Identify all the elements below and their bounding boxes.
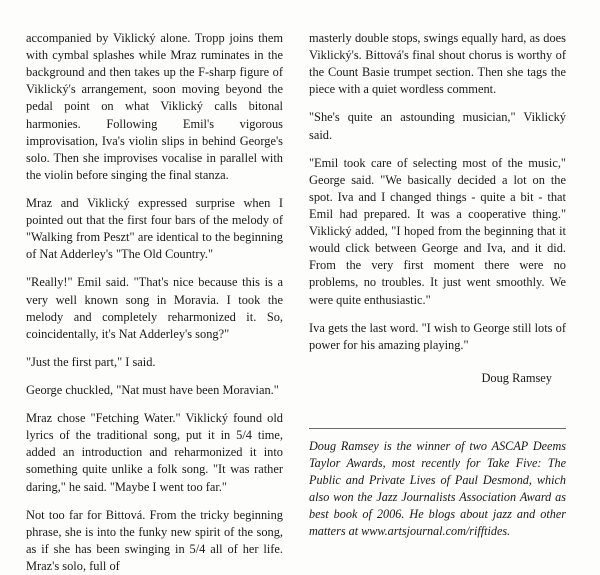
paragraph: Mraz and Viklický expressed surprise when I pointed out that the first four bars of the melody of "Walking from Peszt" are identical to the beginning of Nat Adderley's "The Old Country."	[26, 195, 283, 262]
author-signature: Doug Ramsey	[481, 370, 552, 385]
paragraph: Mraz chose "Fetching Water." Viklický found old lyrics of the traditional song, put it in 5/4 time, added an introduction and reharmonized it into something quite unlike a folk song. "It was rather daring," he said. "Maybe I went too far."	[26, 411, 283, 494]
paragraph: Iva gets the last word. "I wish to George still lots of power for his amazing playing."	[309, 320, 566, 352]
paragraph: masterly double stops, swings equally hard, as does Viklický's. Bittová's final shout chorus is worthy of the Count Basie trumpet section. Then she tags the piece with a quiet wordless comment.	[309, 31, 566, 97]
paragraph: Not too far for Bittová. From the tricky beginning phrase, she is into the funky new spirit of the song, as if she has been swinging in 5/4 all of her life. Mraz's solo, full of	[26, 507, 283, 573]
author-bio	[309, 428, 566, 540]
paragraph: George chuckled, "Nat must have been Moravian."	[26, 382, 279, 397]
paragraph: accompanied by Viklický alone. Tropp joins them with cymbal splashes while Mraz ruminates in the background and then takes up the F-sharp figure of Viklický's arrangement, soon moving beyond the pedal point on what Viklický calls bitonal harmonies. Following Emil's vigorous improvisation, Iva's violin slips in behind George's solo. Then she improvises vocalise in parallel with the violin before singing the final stanza.	[26, 31, 283, 182]
two-column-layout	[26, 30, 574, 573]
author-bio-text: Doug Ramsey is the winner of two ASCAP Deems Taylor Awards, most recently for Take Five: The Public and Private Lives of Paul Desmond, which also won the Jazz Journalists Association Award as best book of 2006. He blogs about jazz and other matters at www.artsjournal.com/rifftides.	[309, 438, 566, 539]
paragraph: "Just the first part," I said.	[26, 354, 156, 369]
paragraph: "Really!" Emil said. "That's nice because this is a very well known song in Moravia. I took the melody and completely reharmonized it. So, coincidentally, it's Nat Adderley's song?"	[26, 275, 283, 341]
paragraph: "Emil took care of selecting most of the music," George said. "We basically decided a lot on the spot. Iva and I changed things - quite a bit - that Emil had prepared. It was a cooperative thing." Viklický added, "I hoped from the beginning that it would click between George and Iva, and it did. From the very first moment there were no problems, no troubles. It just went smoothly. We were quite enthusiastic."	[309, 155, 566, 307]
left-column	[26, 30, 283, 573]
right-column	[309, 30, 566, 539]
paragraph: "She's quite an astounding musician," Viklický said.	[309, 110, 566, 142]
